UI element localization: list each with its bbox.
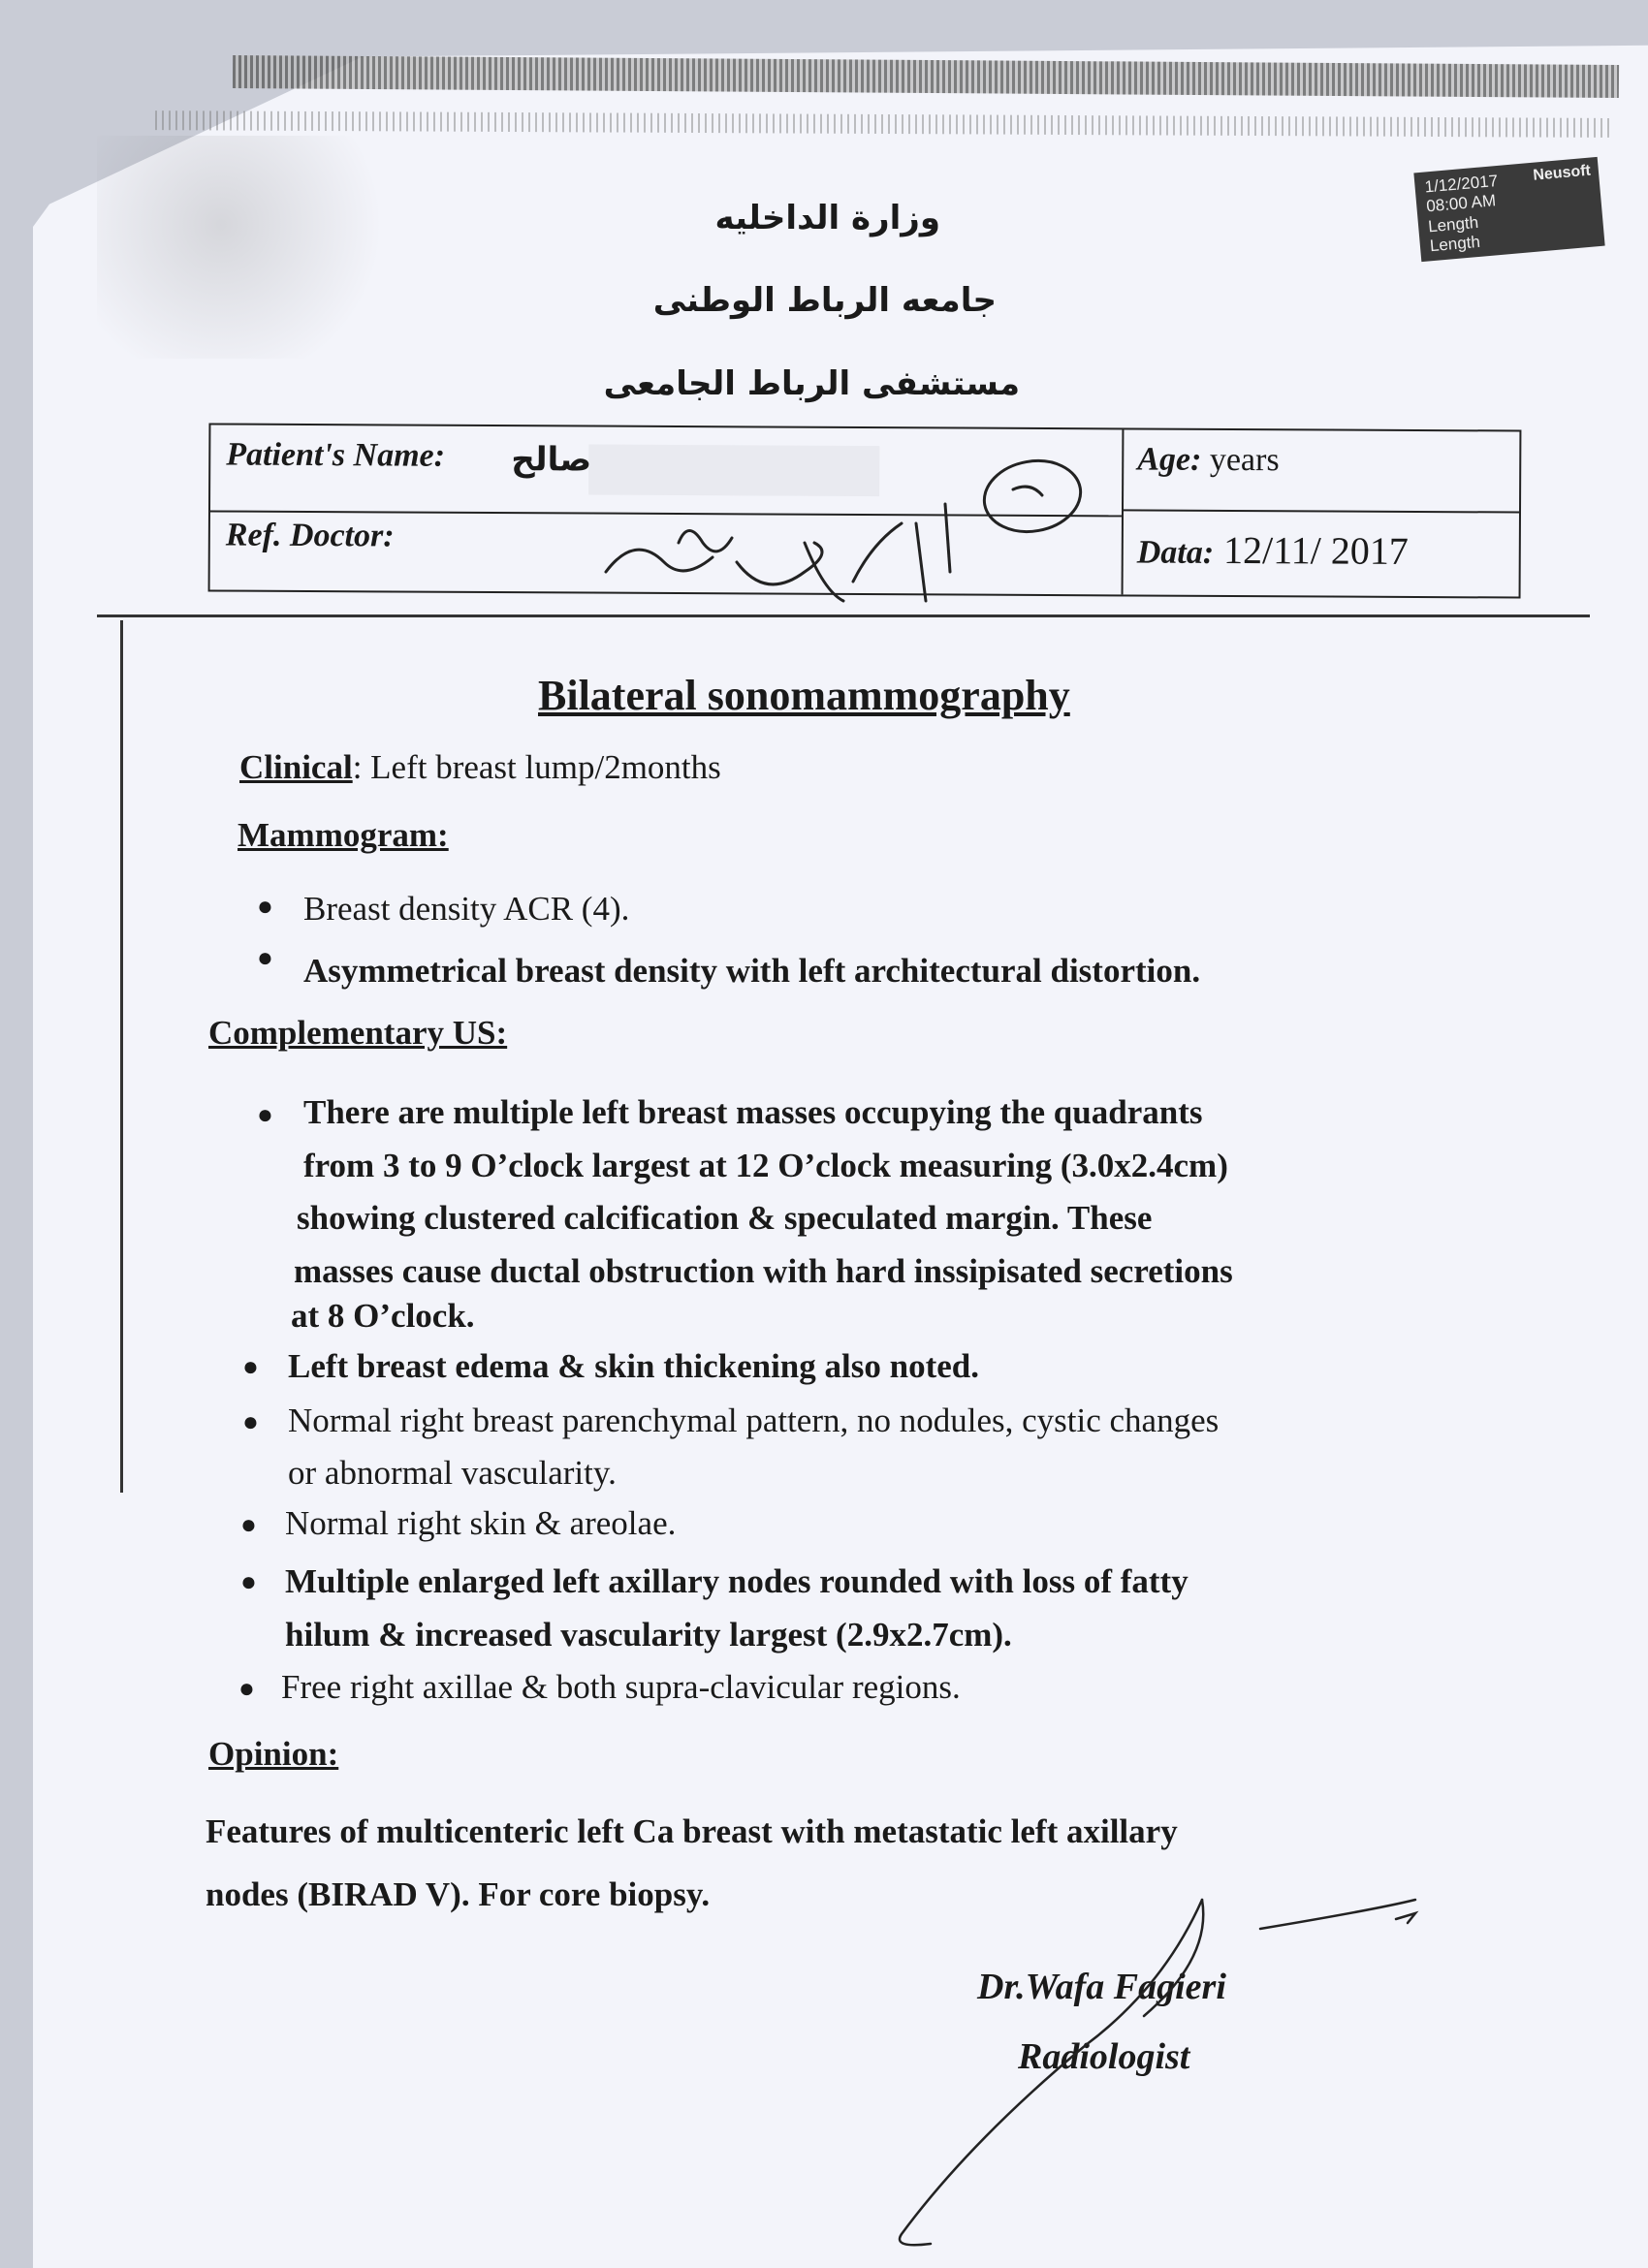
mammogram-item: Asymmetrical breast density with left architectural distortion. bbox=[303, 952, 1201, 990]
clinical-label: Clinical bbox=[239, 748, 353, 786]
opinion-heading: Opinion: bbox=[208, 1735, 339, 1773]
mammogram-item: Breast density ACR (4). bbox=[303, 890, 630, 928]
header-university: جامعه الرباط الوطنى bbox=[652, 281, 997, 320]
clinical-value: : Left breast lump/2months bbox=[352, 748, 721, 786]
complementary-us-heading: Complementary US: bbox=[208, 1014, 508, 1052]
header-ministry: وزارة الداخليه bbox=[714, 199, 940, 237]
us-finding-line: from 3 to 9 O’clock largest at 12 O’clock measuring (3.0x2.4cm) bbox=[303, 1147, 1228, 1184]
mammogram-heading: Mammogram: bbox=[238, 816, 449, 854]
age-value: years bbox=[1209, 441, 1280, 479]
header-hospital: مستشفى الرباط الجامعى bbox=[603, 364, 1020, 403]
signature-title: Radiologist bbox=[1018, 2036, 1190, 2077]
us-finding: Left breast edema & skin thickening also noted. bbox=[288, 1347, 979, 1385]
us-finding-line: masses cause ductal obstruction with hard inssipisated secretions bbox=[294, 1252, 1233, 1290]
us-finding-line: Multiple enlarged left axillary nodes rounded with loss of fatty bbox=[285, 1562, 1188, 1600]
opinion-line: nodes (BIRAD V). For core biopsy. bbox=[206, 1875, 711, 1913]
us-finding-line: Normal right breast parenchymal pattern, no nodules, cystic changes bbox=[288, 1402, 1220, 1439]
signature-name: Dr.Wafa Fagieri bbox=[977, 1967, 1226, 2007]
stamp-line: Length bbox=[1429, 232, 1481, 256]
opinion-line: Features of multicenteric left Ca breast with metastatic left axillary bbox=[206, 1812, 1178, 1850]
bullet: ● bbox=[240, 1567, 257, 1597]
us-finding-line: There are multiple left breast masses occupying the quadrants bbox=[303, 1093, 1203, 1131]
patient-name-value: صالح bbox=[511, 440, 592, 480]
date-label: Data: bbox=[1136, 534, 1215, 571]
bullet: ● bbox=[240, 1510, 257, 1540]
us-finding-line: hilum & increased vascularity largest (2.9x2.7cm). bbox=[285, 1616, 1012, 1654]
report-title: Bilateral sonomammography bbox=[538, 672, 1070, 719]
us-finding-line: or abnormal vascularity. bbox=[288, 1454, 617, 1492]
ref-doctor-label: Ref. Doctor: bbox=[225, 517, 395, 554]
stamp-line: 08:00 AM bbox=[1425, 191, 1497, 216]
stamp-line: 1/12/2017 bbox=[1423, 171, 1499, 197]
bullet: ● bbox=[242, 1407, 259, 1437]
age-label: Age: bbox=[1137, 441, 1202, 478]
stamp-brand: Neusoft bbox=[1532, 162, 1592, 184]
date-value: 12/11/ 2017 bbox=[1223, 527, 1409, 573]
us-finding-line: showing clustered calcification & speculated margin. These bbox=[297, 1199, 1153, 1237]
us-finding: Free right axillae & both supra-clavicular regions. bbox=[281, 1668, 961, 1706]
us-finding: Normal right skin & areolae. bbox=[285, 1504, 677, 1542]
bullet: ● bbox=[257, 943, 273, 973]
patient-name-label: Patient's Name: bbox=[226, 436, 446, 474]
bullet: ● bbox=[238, 1674, 255, 1704]
stamp-line: Length bbox=[1427, 212, 1479, 236]
us-finding-line: at 8 O’clock. bbox=[291, 1297, 475, 1335]
bullet: ● bbox=[242, 1352, 259, 1382]
bullet: ● bbox=[257, 1100, 273, 1130]
bullet: ● bbox=[257, 892, 273, 922]
